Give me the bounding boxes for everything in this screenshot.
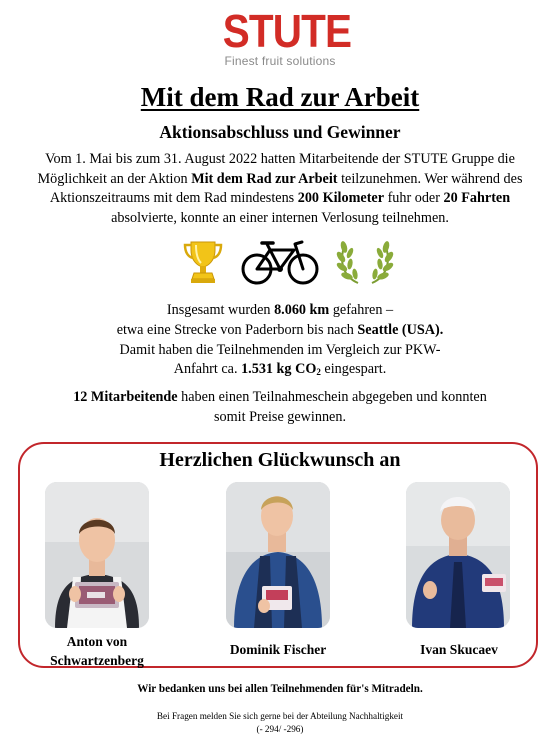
winner-name-anton bbox=[30, 632, 164, 670]
stats-text: Insgesamt wurden bbox=[166, 302, 275, 318]
page-title: Mit dem Rad zur Arbeit bbox=[140, 82, 420, 112]
destination: Seattle (USA). bbox=[357, 321, 444, 338]
winner-photo-anton bbox=[45, 482, 149, 628]
stats-text: gefahren – bbox=[329, 302, 394, 318]
co2-subscript: 2 bbox=[316, 367, 321, 378]
winner-name-line: Schwartzenberg bbox=[50, 653, 144, 668]
stats-paragraph bbox=[60, 301, 500, 380]
stats-line-4 bbox=[60, 360, 500, 380]
co2-amount bbox=[241, 361, 321, 377]
winner-name-ivan: Ivan Skucaev bbox=[420, 642, 498, 657]
total-km: 8.060 km bbox=[274, 302, 330, 318]
stats-line-1 bbox=[60, 301, 500, 321]
icon-row bbox=[0, 232, 560, 288]
intro-text-2: teilzunehmen. Wer während des Aktionszeitraums mit dem Rad mindestens bbox=[49, 170, 523, 206]
page-subtitle: Aktionsabschluss und Gewinner bbox=[159, 122, 401, 142]
stats-line-3: Damit haben die Teilnehmenden im Vergleich zur PKW- bbox=[119, 341, 441, 358]
winner-name-dominik: Dominik Fischer bbox=[229, 642, 327, 657]
logo-wordmark: STUTE bbox=[222, 5, 352, 57]
trophy-icon bbox=[182, 238, 224, 286]
winner-photo-ivan bbox=[406, 482, 510, 628]
co2-value: 1.531 kg CO bbox=[241, 361, 317, 378]
intro-text-3: fuhr oder bbox=[384, 190, 444, 206]
min-trips: 20 Fahrten bbox=[443, 190, 511, 206]
action-name: Mit dem Rad zur Arbeit bbox=[191, 170, 338, 187]
bicycle-icon bbox=[240, 236, 320, 286]
participants-paragraph bbox=[60, 388, 500, 428]
logo-tagline: Finest fruit solutions bbox=[224, 54, 336, 68]
participants-text: haben einen Teilnahmeschein abgegeben und konnten somit Preise gewinnen. bbox=[177, 389, 487, 425]
participant-count: 12 Mitarbeitende bbox=[73, 389, 178, 405]
contact-line-2: (- 294/ -296) bbox=[256, 723, 304, 734]
winner-name-line: Anton von bbox=[66, 634, 128, 649]
stats-text: etwa eine Strecke von Paderborn bis nach bbox=[116, 321, 358, 338]
stute-logo bbox=[215, 5, 352, 68]
intro-text-1: Vom 1. Mai bis zum 31. August 2022 hatten Mitarbeitende der STUTE Gruppe die Möglichkeit an der Aktion bbox=[37, 151, 515, 187]
laurel-wreath-icon bbox=[336, 235, 394, 289]
stats-line-2 bbox=[60, 321, 500, 341]
intro-paragraph bbox=[30, 150, 530, 228]
stats-text: Anfahrt ca. bbox=[173, 361, 242, 378]
thanks-line: Wir bedanken uns bei allen Teilnehmenden für's Mitradeln. bbox=[137, 683, 423, 695]
contact-info bbox=[0, 710, 560, 735]
winners-heading: Herzlichen Glückwunsch an bbox=[159, 449, 401, 471]
winner-photo-dominik bbox=[226, 482, 330, 628]
intro-text-4: absolvierte, konnte an einer internen Verlosung teilnehmen. bbox=[111, 209, 449, 226]
contact-line-1: Bei Fragen melden Sie sich gerne bei der Abteilung Nachhaltigkeit bbox=[156, 711, 404, 721]
stats-text: eingespart. bbox=[320, 361, 387, 378]
min-km: 200 Kilometer bbox=[297, 190, 385, 206]
